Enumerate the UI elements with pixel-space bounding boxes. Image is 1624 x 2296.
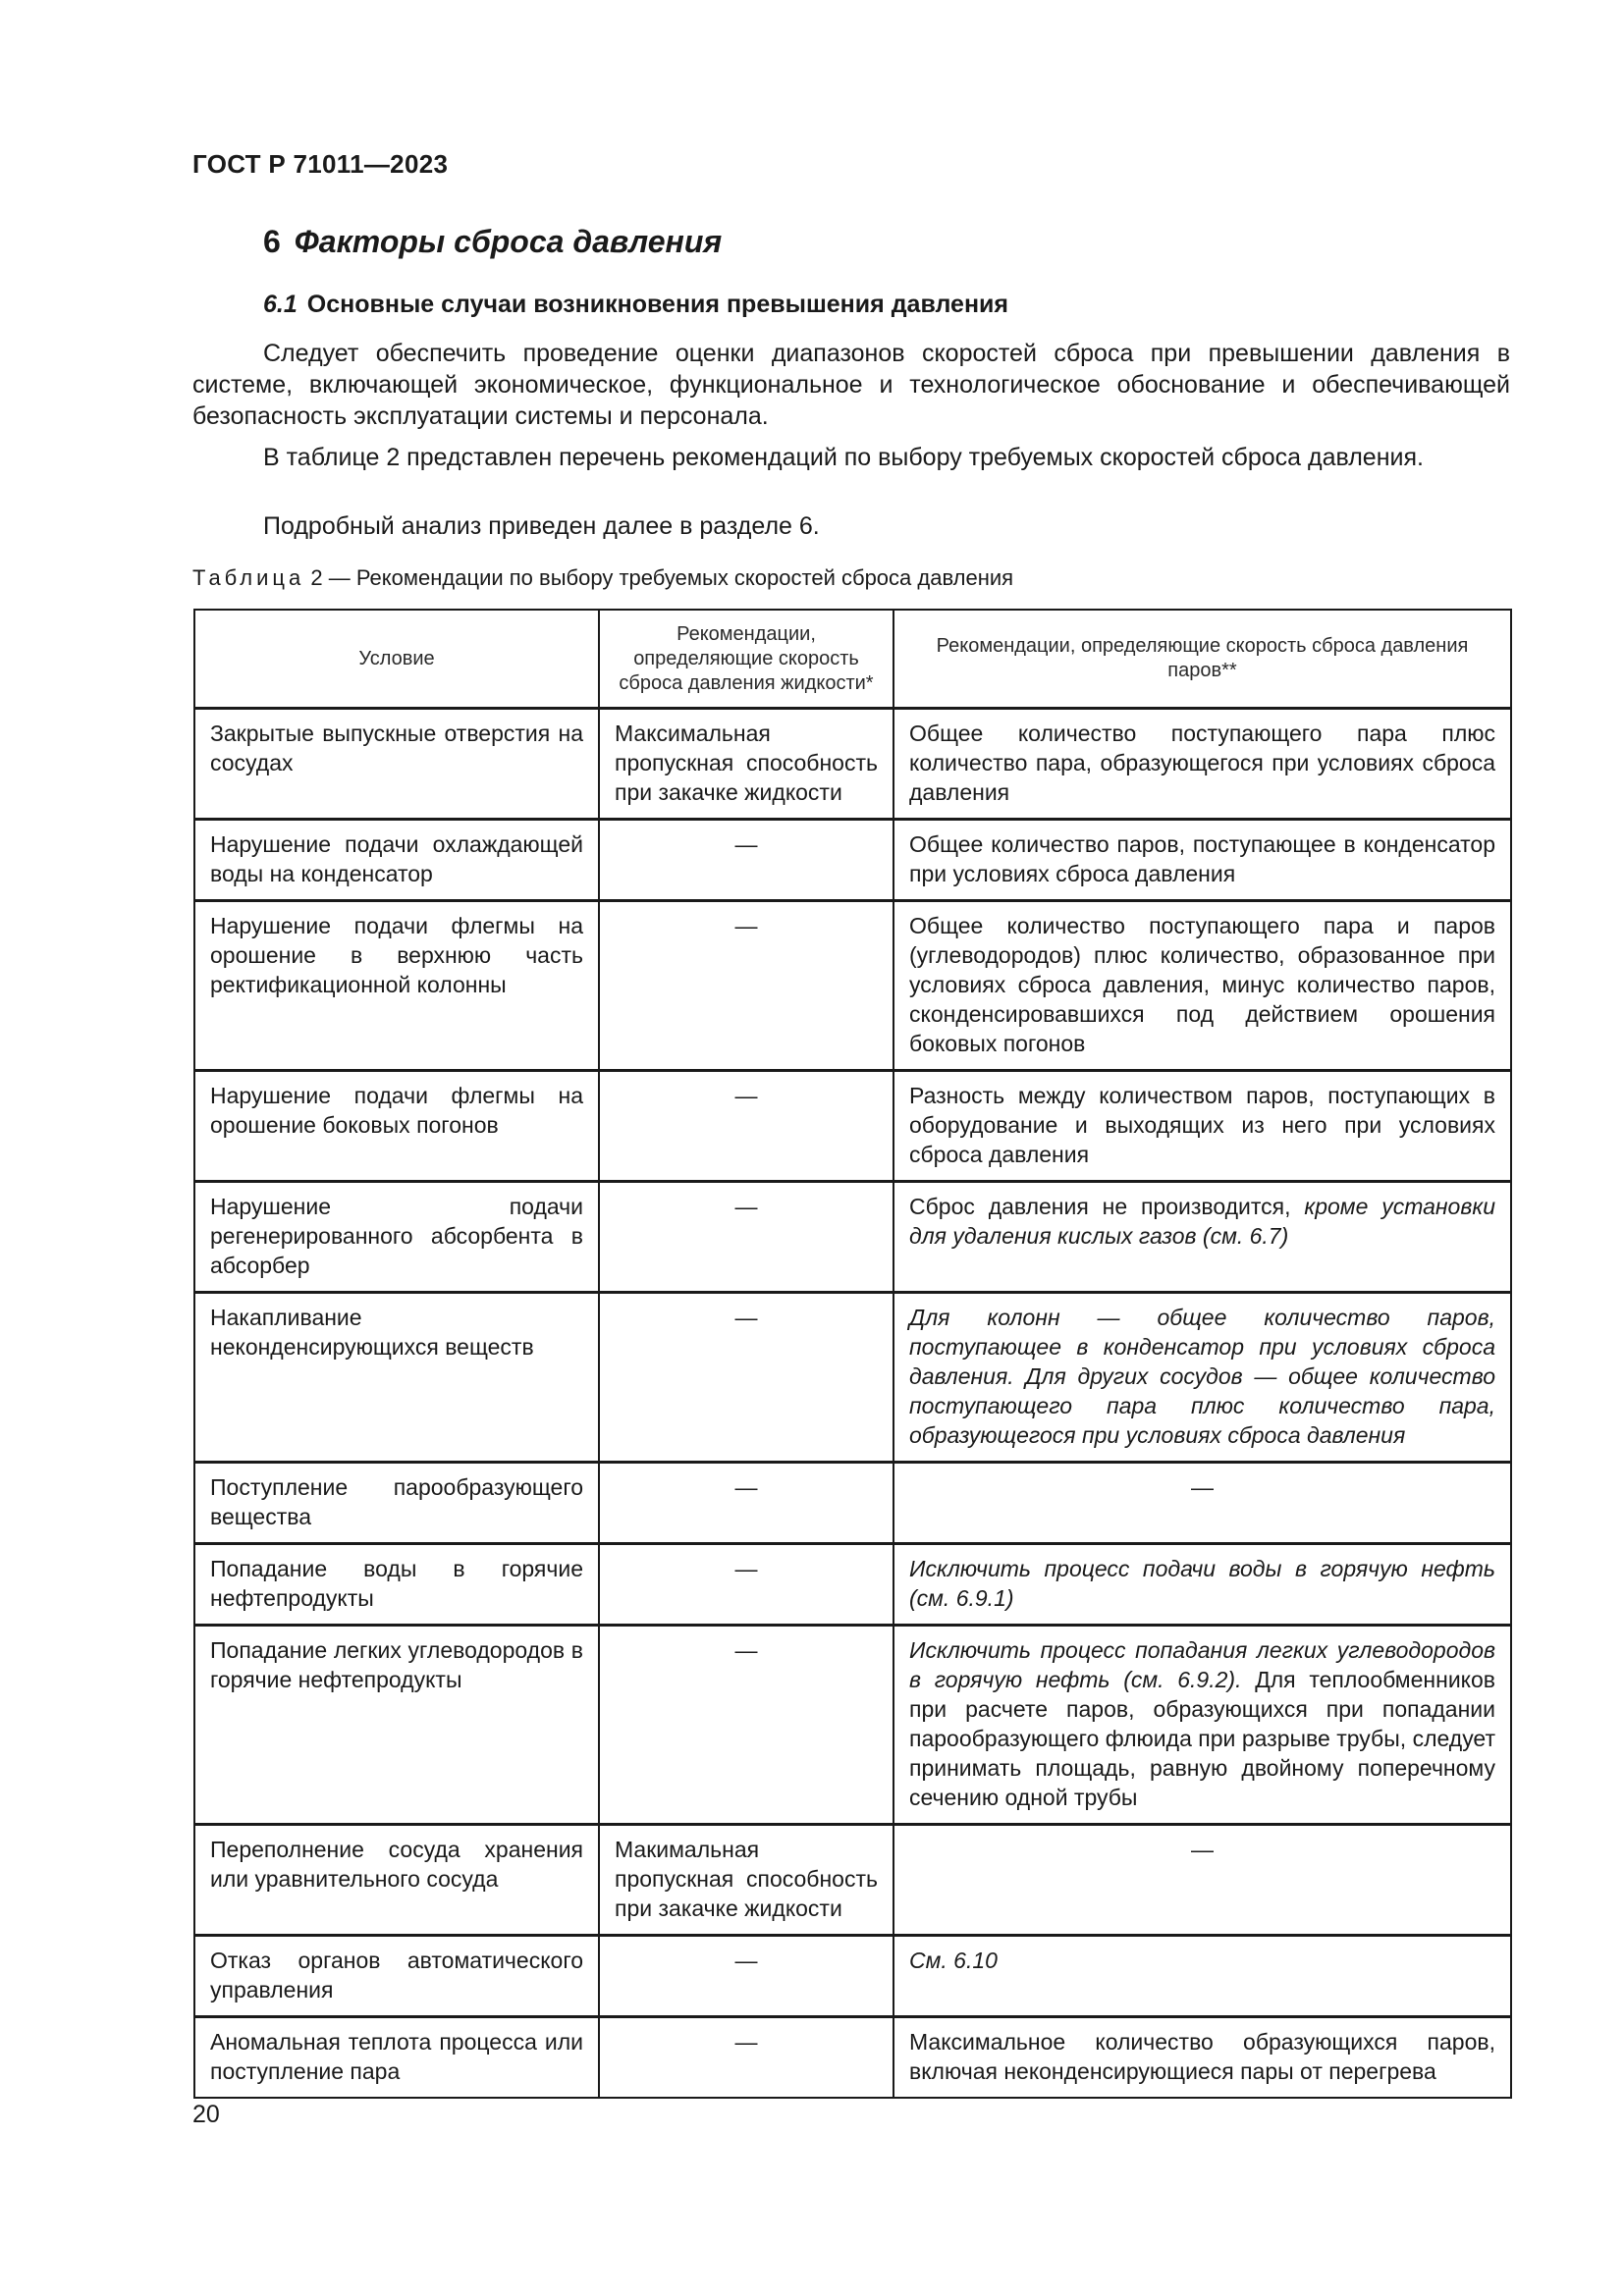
cell-liquid: —	[599, 1936, 893, 2017]
cell-condition: Поступление парообразующего вещества	[194, 1463, 599, 1544]
table-row	[194, 1936, 1511, 2017]
paragraph-1: Следует обеспечить проведение оценки диапазонов скоростей сброса при превышении давления в системе, включающей экономическое, функциональное и технологическое обоснование и обеспечивающей безопасность эксплуатации системы и персонала.	[192, 340, 1510, 430]
table-caption	[192, 565, 1013, 591]
cell-vapor	[893, 1626, 1511, 1825]
cell-vapor-italic: Исключить процесс попадания легких углеводородов в горячую нефть (см. 6.9.2).	[909, 1637, 1495, 1692]
cell-liquid: —	[599, 1544, 893, 1626]
cell-condition: Переполнение сосуда хранения или уравнительного сосуда	[194, 1825, 599, 1936]
cell-condition: Попадание легких углеводородов в горячие нефтепродукты	[194, 1626, 599, 1825]
paragraph-3: Подробный анализ приведен далее в разделе 6.	[263, 512, 820, 540]
header-liquid: Рекомендации, определяющие скорость сброса давления жидкости*	[599, 610, 893, 709]
cell-vapor: Общее количество поступающего пара и паров (углеводородов) плюс количество, образованное при условиях сброса давления, минус количество паров, сконденсировавшихся под действием орошения боковых погонов	[893, 901, 1511, 1071]
table-row	[194, 1293, 1511, 1463]
cell-liquid: —	[599, 2017, 893, 2099]
header-vapor: Рекомендации, определяющие скорость сброса давления паров**	[893, 610, 1511, 709]
table-row	[194, 1071, 1511, 1182]
cell-vapor: Разность между количеством паров, поступающих в оборудование и выходящих из него при условиях сброса давления	[893, 1071, 1511, 1182]
cell-condition: Нарушение подачи флегмы на орошение боковых погонов	[194, 1071, 599, 1182]
header-condition: Условие	[194, 610, 599, 709]
cell-vapor: Максимальное количество образующихся паров, включая неконденсирующиеся пары от перегрева	[893, 2017, 1511, 2099]
cell-vapor: Исключить процесс подачи воды в горячую нефть (см. 6.9.1)	[893, 1544, 1511, 1626]
paragraph-2: В таблице 2 представлен перечень рекомендаций по выбору требуемых скоростей сброса давления.	[263, 444, 1424, 471]
cell-condition: Аномальная теплота процесса или поступление пара	[194, 2017, 599, 2099]
document-header: ГОСТ Р 71011—2023	[192, 149, 449, 179]
cell-condition: Нарушение подачи флегмы на орошение в верхнюю часть ректификационной колонны	[194, 901, 599, 1071]
page-number: 20	[192, 2101, 220, 2128]
cell-liquid: —	[599, 1071, 893, 1182]
table-row	[194, 1544, 1511, 1626]
section-number: 6	[263, 224, 281, 259]
table-row	[194, 709, 1511, 820]
cell-vapor-italic-2: Для других сосудов — общее количество поступающего пара плюс количество пара, образующегося при условиях сброса давления	[909, 1363, 1495, 1448]
cell-liquid: —	[599, 1626, 893, 1825]
cell-liquid: —	[599, 820, 893, 901]
table-header-row	[194, 610, 1511, 709]
cell-condition: Нарушение подачи охлаждающей воды на конденсатор	[194, 820, 599, 901]
cell-condition: Закрытые выпускные отверстия на сосудах	[194, 709, 599, 820]
cell-vapor-italic: кроме установки для удаления кислых газов (см. 6.7)	[909, 1194, 1495, 1249]
table-row	[194, 1626, 1511, 1825]
cell-liquid: —	[599, 1182, 893, 1293]
table-caption-label: Таблица	[192, 565, 305, 590]
table-row	[194, 2017, 1511, 2099]
cell-vapor-plain: Для теплообменников при расчете паров, образующихся при попадании парообразующего флюида при разрыве трубы, следует принимать площадь, равную двойному поперечному сечению одной трубы	[909, 1667, 1495, 1810]
cell-liquid: —	[599, 901, 893, 1071]
cell-liquid: Макимальная пропускная способность при закачке жидкости	[599, 1825, 893, 1936]
section-title	[263, 224, 722, 260]
cell-vapor: Общее количество паров, поступающее в конденсатор при условиях сброса давления	[893, 820, 1511, 901]
subsection-number: 6.1	[263, 291, 298, 318]
cell-vapor: —	[893, 1825, 1511, 1936]
cell-condition: Попадание воды в горячие нефтепродукты	[194, 1544, 599, 1626]
cell-liquid: —	[599, 1293, 893, 1463]
table-row	[194, 1825, 1511, 1936]
cell-vapor-plain: Сброс давления не производится,	[909, 1194, 1291, 1219]
section-title-text: Факторы сброса давления	[294, 224, 723, 259]
cell-vapor-italic-1: Для колонн — общее количество паров, поступающее в конденсатор при условиях сброса давления.	[909, 1305, 1495, 1389]
cell-vapor: Общее количество поступающего пара плюс количество пара, образующегося при условиях сброса давления	[893, 709, 1511, 820]
recommendations-table	[193, 609, 1512, 2099]
cell-condition: Отказ органов автоматического управления	[194, 1936, 599, 2017]
cell-vapor	[893, 1182, 1511, 1293]
cell-vapor	[893, 1293, 1511, 1463]
cell-vapor: См. 6.10	[893, 1936, 1511, 2017]
cell-condition: Нарушение подачи регенерированного абсорбента в абсорбер	[194, 1182, 599, 1293]
cell-condition: Накапливание неконденсирующихся веществ	[194, 1293, 599, 1463]
cell-liquid: Максимальная пропускная способность при закачке жидкости	[599, 709, 893, 820]
table-row	[194, 901, 1511, 1071]
table-caption-text: 2 — Рекомендации по выбору требуемых скоростей сброса давления	[310, 565, 1014, 590]
cell-vapor: —	[893, 1463, 1511, 1544]
subsection-title	[263, 291, 1008, 319]
table-row	[194, 1182, 1511, 1293]
subsection-title-text: Основные случаи возникновения превышения давления	[306, 291, 1009, 318]
table-row	[194, 1463, 1511, 1544]
table-row	[194, 820, 1511, 901]
cell-liquid: —	[599, 1463, 893, 1544]
